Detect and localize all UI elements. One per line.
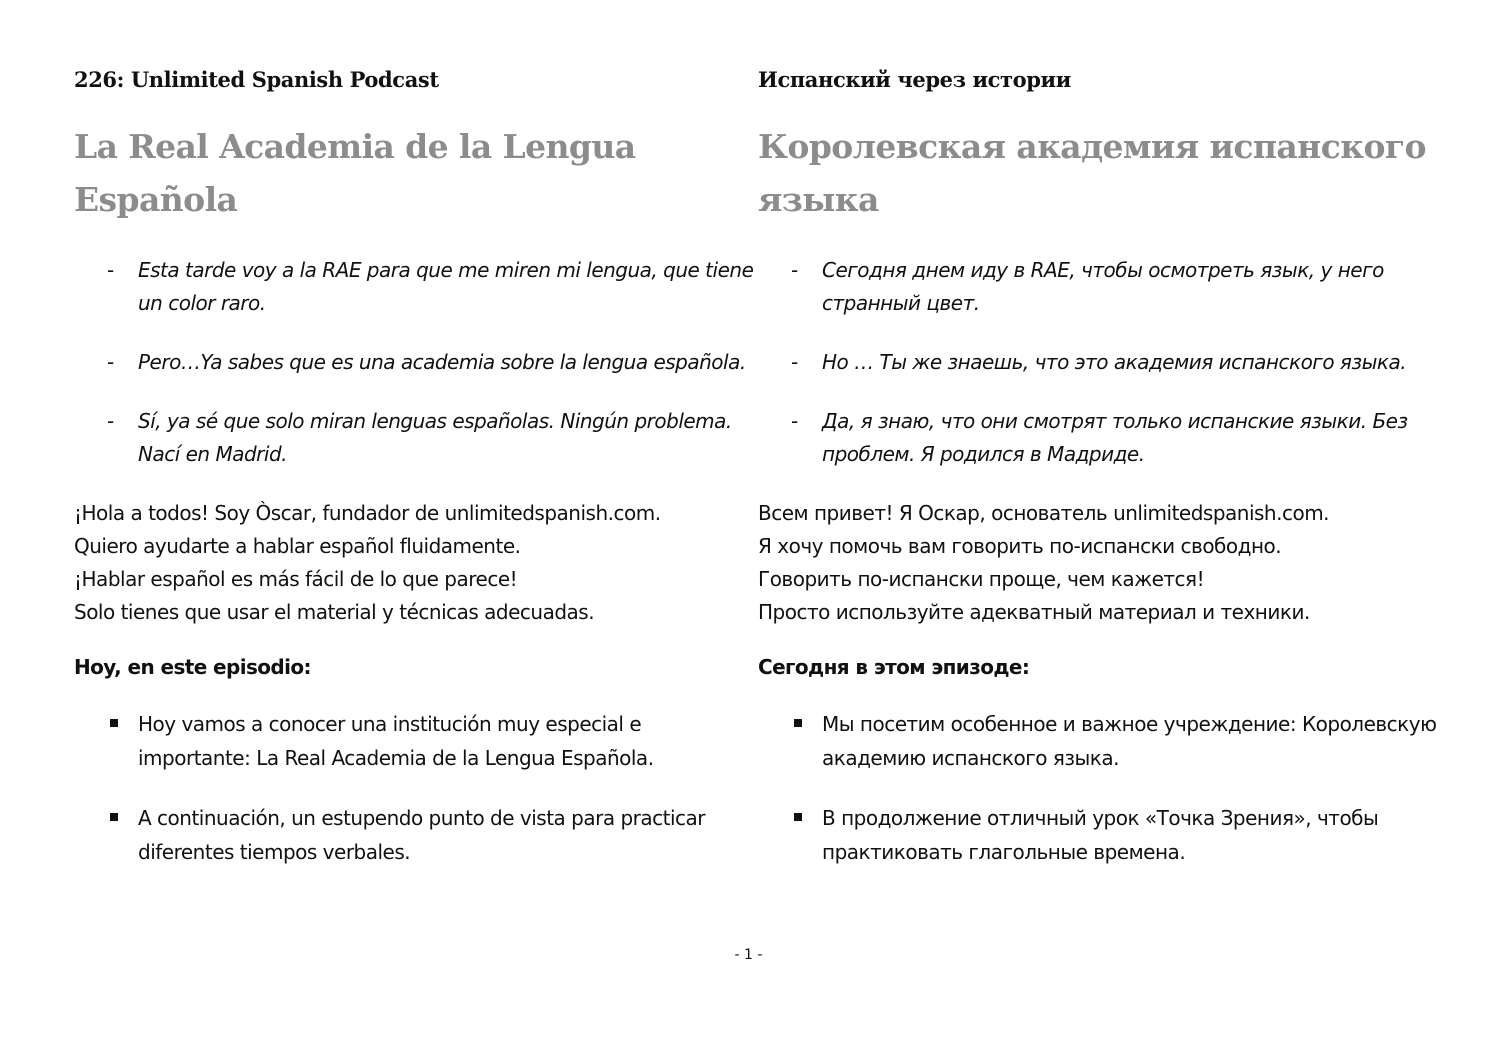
- dialogue-text: Но … Ты же знаешь, что это академия испанского языка.: [822, 350, 1407, 374]
- episode-heading: Hoy, en este episodio:: [74, 655, 311, 679]
- dialogue-text: Pero…Ya sabes que es una academia sobre la lengua española.: [138, 350, 746, 374]
- dash-marker: -: [791, 258, 798, 282]
- dialogue-text: Да, я знаю, что они смотрят только испанские языки. Без проблем. Я родился в Мадриде.: [822, 409, 1408, 466]
- square-bullet-icon: [110, 719, 118, 727]
- dialogue-text: Sí, ya sé que solo miran lenguas españolas. Ningún problema. Nací en Madrid.: [138, 409, 732, 466]
- intro-line: Просто используйте адекватный материал и техники.: [758, 600, 1310, 624]
- podcast-kicker-translation: Испанский через истории: [758, 67, 1071, 92]
- dialogue-list: [74, 254, 754, 471]
- dialogue-line: [74, 254, 754, 320]
- intro-line: Solo tienes que usar el material y técnicas adecuadas.: [74, 600, 595, 624]
- bullet-text: В продолжение отличный урок «Точка Зрения», чтобы практиковать глагольные времена.: [822, 806, 1379, 864]
- square-bullet-icon: [110, 813, 118, 821]
- square-bullet-icon: [794, 719, 802, 727]
- intro-paragraph: [74, 497, 754, 629]
- bullet-text: A continuación, un estupendo punto de vista para practicar diferentes tiempos verbales.: [138, 806, 705, 864]
- dash-marker: -: [107, 409, 114, 433]
- bullet-item: [758, 801, 1438, 869]
- episode-bullet-list-translation: [758, 707, 1438, 869]
- dialogue-text: Сегодня днем иду в RAE, чтобы осмотреть язык, у него странный цвет.: [822, 258, 1384, 315]
- intro-line: ¡Hola a todos! Soy Òscar, fundador de unlimitedspanish.com.: [74, 501, 661, 525]
- intro-paragraph-translation: [758, 497, 1438, 629]
- right-column: [758, 62, 1438, 895]
- episode-heading-translation: Сегодня в этом эпизоде:: [758, 655, 1030, 679]
- bullet-text: Hoy vamos a conocer una institución muy especial e importante: La Real Academia de la Lengua Española.: [138, 712, 654, 770]
- page-number: - 1 -: [734, 947, 763, 963]
- podcast-kicker: 226: Unlimited Spanish Podcast: [74, 67, 439, 92]
- episode-bullet-list: [74, 707, 754, 869]
- dash-marker: -: [107, 258, 114, 282]
- left-column: [74, 62, 754, 895]
- bullet-text: Мы посетим особенное и важное учреждение: Королевскую академию испанского языка.: [822, 712, 1437, 770]
- dialogue-list-translation: [758, 254, 1438, 471]
- dash-marker: -: [791, 350, 798, 374]
- dialogue-line: [758, 254, 1438, 320]
- dialogue-line: [758, 405, 1438, 471]
- page-title-translation: Королевская академия испанского языка: [758, 127, 1426, 219]
- dialogue-text: Esta tarde voy a la RAE para que me miren mi lengua, que tiene un color raro.: [138, 258, 754, 315]
- square-bullet-icon: [794, 813, 802, 821]
- dash-marker: -: [791, 409, 798, 433]
- dash-marker: -: [107, 350, 114, 374]
- dialogue-line: [74, 346, 754, 379]
- intro-line: Я хочу помочь вам говорить по-испански свободно.: [758, 534, 1282, 558]
- dialogue-line: [74, 405, 754, 471]
- intro-line: Всем привет! Я Оскар, основатель unlimitedspanish.com.: [758, 501, 1330, 525]
- bullet-item: [74, 801, 754, 869]
- dialogue-line: [758, 346, 1438, 379]
- bullet-item: [758, 707, 1438, 775]
- page-title: La Real Academia de la Lengua Española: [74, 127, 636, 219]
- intro-line: Говорить по-испански проще, чем кажется!: [758, 567, 1205, 591]
- intro-line: ¡Hablar español es más fácil de lo que parece!: [74, 567, 518, 591]
- intro-line: Quiero ayudarte a hablar español fluidamente.: [74, 534, 521, 558]
- bullet-item: [74, 707, 754, 775]
